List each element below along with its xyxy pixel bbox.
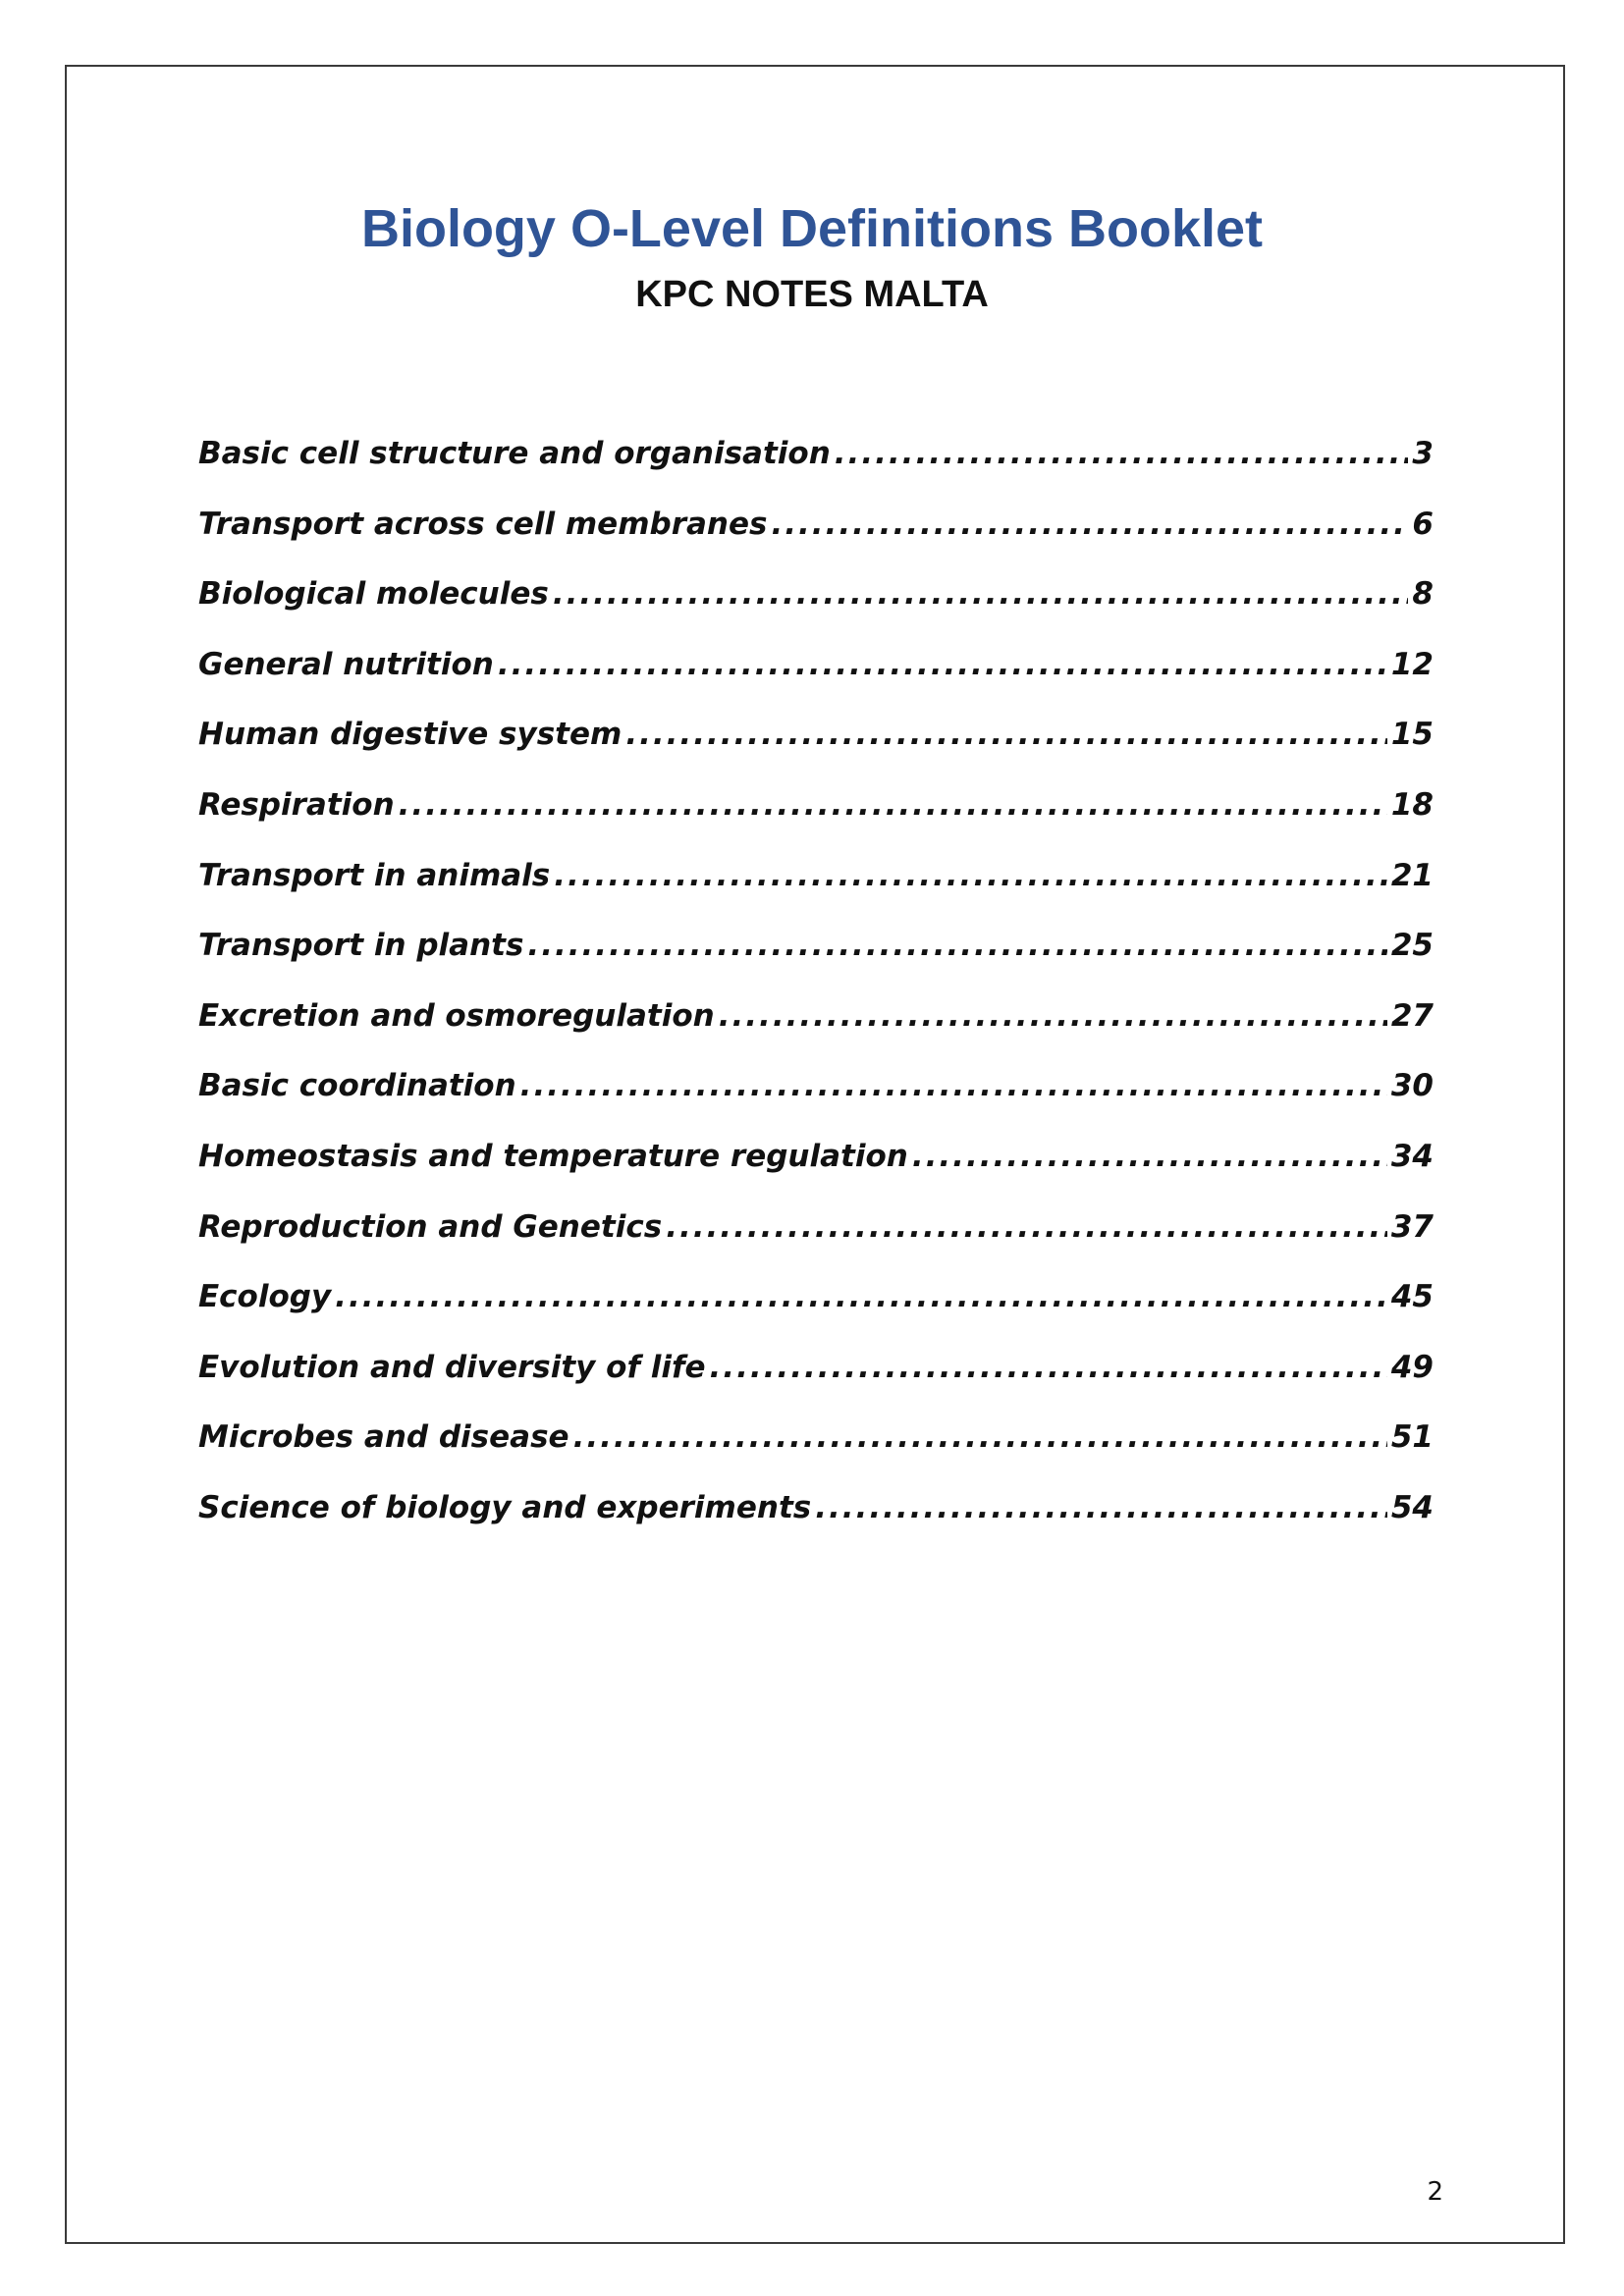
toc-entry[interactable] <box>198 495 1434 565</box>
toc-entry-title: Evolution and diversity of life <box>198 1349 706 1385</box>
toc-dot-leader <box>666 1198 1387 1256</box>
toc-entry-title: Human digestive system <box>198 717 623 753</box>
toc-dot-leader <box>771 495 1408 554</box>
toc-entry-title: Science of biology and experiments <box>198 1489 812 1525</box>
toc-entry-title: Respiration <box>198 786 395 823</box>
toc-entry-page: 25 <box>1390 928 1434 964</box>
toc-entry[interactable] <box>198 775 1434 846</box>
toc-entry-page: 51 <box>1390 1419 1434 1456</box>
toc-dot-leader <box>710 1338 1387 1397</box>
toc-entry-page: 37 <box>1390 1208 1434 1245</box>
toc-dot-leader <box>498 635 1387 694</box>
toc-entry[interactable] <box>198 564 1434 635</box>
toc-dot-leader <box>335 1267 1387 1326</box>
toc-entry-title: Transport in animals <box>198 857 551 893</box>
toc-entry-title: General nutrition <box>198 646 494 682</box>
toc-entry[interactable] <box>198 987 1434 1057</box>
toc-entry[interactable] <box>198 1127 1434 1198</box>
toc-entry-page: 12 <box>1390 646 1434 682</box>
document-subtitle: KPC NOTES MALTA <box>635 274 989 315</box>
toc-dot-leader <box>835 424 1409 483</box>
toc-dot-leader <box>625 705 1387 764</box>
toc-dot-leader <box>815 1478 1387 1537</box>
toc-entry[interactable] <box>198 1408 1434 1478</box>
toc-entry-title: Basic cell structure and organisation <box>198 436 831 471</box>
toc-entry-title: Biological molecules <box>198 576 549 613</box>
toc-entry-page: 30 <box>1390 1068 1434 1104</box>
toc-entry-title: Transport across cell membranes <box>198 506 768 542</box>
toc-entry-title: Reproduction and Genetics <box>198 1208 663 1245</box>
toc-dot-leader <box>573 1408 1387 1467</box>
toc-entry-page: 54 <box>1390 1489 1434 1525</box>
toc-entry-page: 21 <box>1390 857 1434 893</box>
toc-entry[interactable] <box>198 1198 1434 1268</box>
toc-entry[interactable] <box>198 916 1434 987</box>
document-title: Biology O-Level Definitions Booklet <box>360 199 1264 258</box>
toc-entry-title: Excretion and osmoregulation <box>198 997 715 1034</box>
table-of-contents <box>198 424 1434 1549</box>
toc-entry-page: 34 <box>1390 1138 1434 1174</box>
toc-entry-title: Homeostasis and temperature regulation <box>198 1138 908 1174</box>
toc-dot-leader <box>912 1127 1387 1186</box>
toc-dot-leader <box>554 846 1387 905</box>
toc-entry[interactable] <box>198 1267 1434 1338</box>
toc-entry[interactable] <box>198 705 1434 775</box>
toc-entry[interactable] <box>198 635 1434 706</box>
toc-entry-page: 49 <box>1390 1349 1434 1385</box>
toc-entry-page: 8 <box>1412 576 1434 613</box>
toc-entry-page: 3 <box>1412 436 1434 471</box>
toc-dot-leader <box>527 916 1386 975</box>
toc-entry-title: Basic coordination <box>198 1068 516 1104</box>
page-number: 2 <box>1427 2177 1443 2207</box>
toc-entry-title: Transport in plants <box>198 928 524 964</box>
toc-dot-leader <box>719 987 1387 1045</box>
toc-entry-page: 18 <box>1390 786 1434 823</box>
toc-entry-page: 45 <box>1390 1279 1434 1315</box>
toc-entry-page: 15 <box>1390 717 1434 753</box>
toc-entry-page: 27 <box>1390 997 1434 1034</box>
toc-dot-leader <box>520 1056 1387 1115</box>
toc-entry[interactable] <box>198 424 1434 495</box>
toc-dot-leader <box>399 775 1387 834</box>
toc-dot-leader <box>553 564 1409 623</box>
toc-entry-title: Microbes and disease <box>198 1419 569 1456</box>
toc-entry[interactable] <box>198 1338 1434 1409</box>
toc-entry[interactable] <box>198 1056 1434 1127</box>
toc-entry-page: 6 <box>1412 506 1434 542</box>
toc-entry[interactable] <box>198 1478 1434 1549</box>
toc-entry-title: Ecology <box>198 1279 332 1315</box>
toc-entry[interactable] <box>198 846 1434 917</box>
